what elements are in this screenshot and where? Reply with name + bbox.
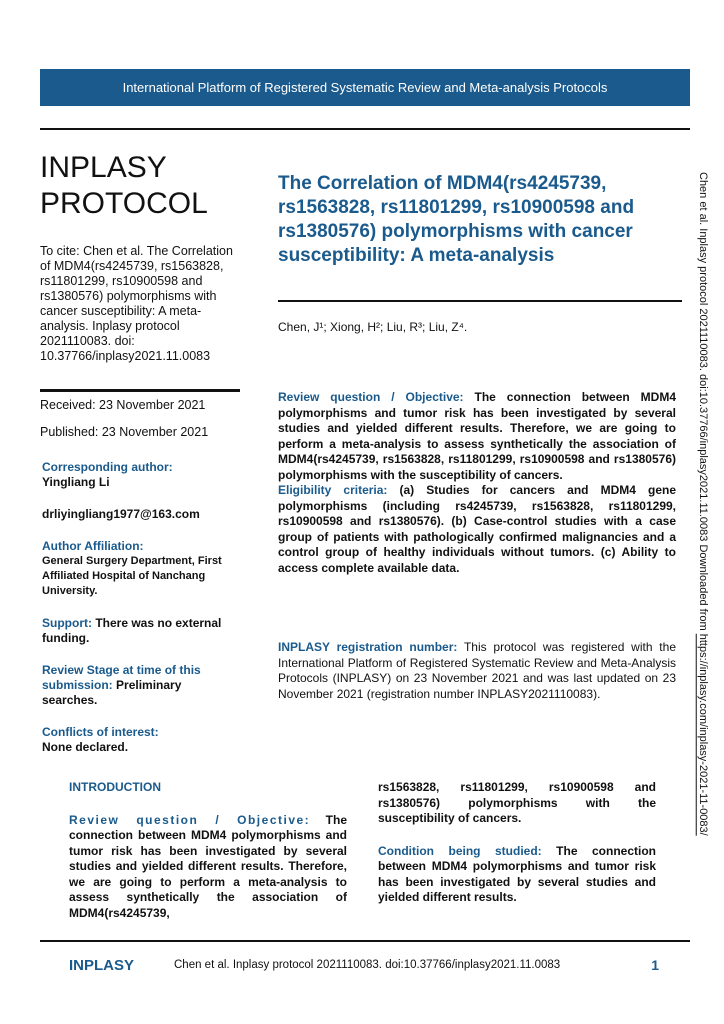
eligibility-text: (a) Studies for cancers and MDM4 gene polymorphisms (including rs4245739, rs1563828, rs11801299, rs10900598 and rs1380576). (b) Case-control studies with a case group of patients with pathologically confirmed malignancies and a control group of healthy individuals without tumors. (c) Ability to access complete available data. xyxy=(278,483,676,575)
registration-text: This protocol was registered with the International Platform of Registered Systematic Review and Meta-Analysis Protocols (INPLASY) on 23 November 2021 and was last updated on 23 November 2021 (registration number INPLASY2021110083). xyxy=(278,640,676,701)
intro-rq-label: Review question / Objective: xyxy=(69,812,311,827)
conflicts-value: None declared. xyxy=(42,740,129,754)
article-title: The Correlation of MDM4(rs4245739, rs1563828, rs11801299, rs10900598 and rs1380576) polymorphisms with cancer susceptibility: A meta-analysis xyxy=(278,173,635,266)
registration-label: INPLASY registration number: xyxy=(278,640,458,654)
side-download-note xyxy=(697,172,709,836)
review-stage xyxy=(42,663,237,708)
registration-block xyxy=(278,640,676,702)
support-value: There was no external funding. xyxy=(42,616,222,645)
support xyxy=(42,616,237,646)
received-date: Received: 23 November 2021 xyxy=(40,398,206,412)
review-question-text: The connection between MDM4 polymorphisms and tumor risk has been investigated by several studies and yielded different results. Therefore, we are going to perform a meta-analysis to assess synthetically the association of MDM4(rs4245739, rs1563828, rs11801299, rs10900598 and rs1380576) polymorphisms with the susceptibility of cancers. xyxy=(278,390,676,482)
eligibility-label: Eligibility criteria: xyxy=(278,483,388,497)
banner-text: International Platform of Registered Systematic Review and Meta-analysis Protocols xyxy=(122,80,608,95)
affiliation xyxy=(42,539,237,599)
conflicts xyxy=(42,725,237,755)
eligibility-block xyxy=(278,483,676,576)
bottom-divider xyxy=(40,940,690,942)
support-label: Support: xyxy=(42,616,92,630)
intro-column-1 xyxy=(69,780,347,938)
condition-block xyxy=(378,844,656,906)
review-question-label: Review question / Objective: xyxy=(278,390,464,404)
corresponding-author xyxy=(42,460,237,522)
affiliation-label: Author Affiliation: xyxy=(42,539,144,553)
corresponding-label: Corresponding author: xyxy=(42,460,173,474)
left-divider xyxy=(40,389,240,392)
brand-title: INPLASY PROTOCOL xyxy=(40,151,208,220)
top-divider xyxy=(40,128,690,130)
dates xyxy=(40,397,240,451)
authors: Chen, J¹; Xiong, H²; Liu, R³; Liu, Z⁴. xyxy=(278,320,468,334)
title-divider xyxy=(278,300,682,302)
side-link[interactable]: https://inplasy.com/inplasy-2021-11-0083/ xyxy=(697,633,709,836)
meta-info xyxy=(42,460,237,772)
review-question-block xyxy=(278,390,676,483)
intro-rq-text-1: The connection between MDM4 polymorphisms and tumor risk has been investigated by several studies and yielded different results. Therefore, we are going to perform a meta-analysis to assess synthetically the association of MDM4(rs4245739, xyxy=(69,812,347,920)
footer-brand: INPLASY xyxy=(69,956,135,974)
intro-rq-text-2: rs1563828, rs11801299, rs10900598 and rs1380576) polymorphisms with the susceptibility of cancers. xyxy=(378,780,656,825)
condition-label: Condition being studied: xyxy=(378,843,542,858)
intro-heading: INTRODUCTION xyxy=(69,780,161,794)
corresponding-email[interactable]: drliyingliang1977@163.com xyxy=(42,507,200,521)
left-column xyxy=(40,150,235,364)
header-banner xyxy=(40,69,690,106)
citation: To cite: Chen et al. The Correlation of MDM4(rs4245739, rs1563828, rs11801299, rs10900598 and rs1380576) polymorphisms with cancer susceptibility: A meta-analysis. Inplasy protocol 2021110083. doi: 10.37766/inplasy2021.11.0083 xyxy=(40,244,233,363)
intro-review-question xyxy=(69,813,347,922)
page-number: 1 xyxy=(651,957,659,973)
review-stage-label: Review Stage at time of this submission: xyxy=(42,663,201,692)
conflicts-label: Conflicts of interest: xyxy=(42,725,159,739)
published-date: Published: 23 November 2021 xyxy=(40,425,209,439)
footer xyxy=(69,955,659,975)
affiliation-value: General Surgery Department, First Affiliated Hospital of Nanchang University. xyxy=(42,555,222,597)
intro-column-2 xyxy=(378,780,656,923)
condition-text: The connection between MDM4 polymorphisms and tumor risk has been investigated by several studies and yielded different results. xyxy=(378,843,656,904)
side-text: Chen et al. Inplasy protocol 2021110083. doi:10.37766/inplasy2021.11.0083 Downloaded from xyxy=(697,172,709,634)
abstract xyxy=(278,390,676,576)
footer-citation: Chen et al. Inplasy protocol 2021110083. doi:10.37766/inplasy2021.11.0083 xyxy=(174,959,561,971)
review-stage-value: Preliminary searches. xyxy=(42,678,182,707)
corresponding-name: Yingliang Li xyxy=(42,475,110,489)
